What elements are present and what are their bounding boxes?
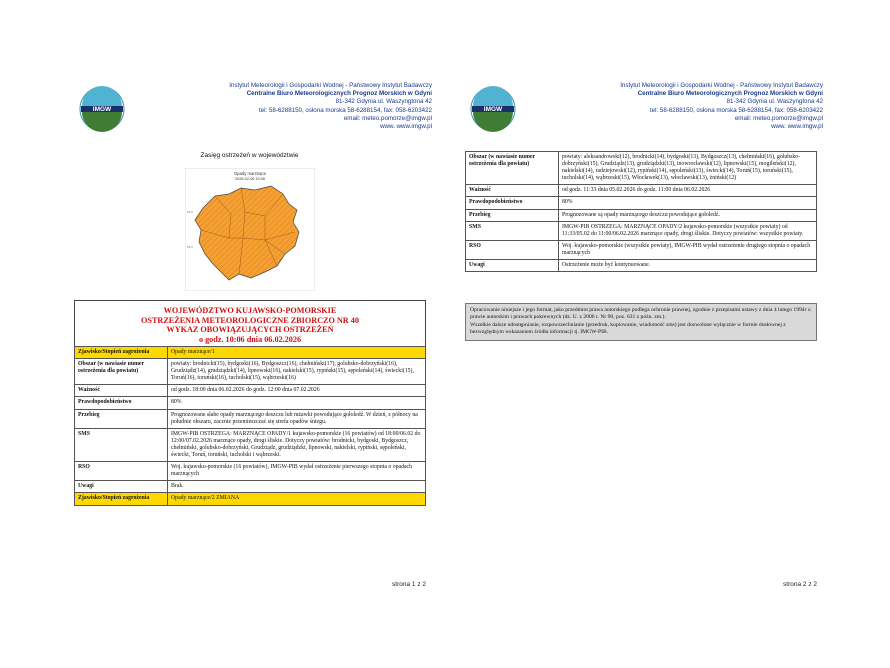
row-key: Uwagi <box>466 260 559 272</box>
banner-line3: WYKAZ OBOWIĄZUJĄCYCH OSTRZEŻEŃ <box>166 325 334 335</box>
row-key: Prawdopodobieństwo <box>75 397 168 409</box>
header-line3: 81-342 Gdynia ul. Waszyngtona 42 <box>335 98 432 106</box>
banner-line2: OSTRZEŻENIA METEOROLOGICZNE ZBIORCZO NR 40 <box>141 315 359 325</box>
row-value: Woj. kujawsko-pomorskie (16 powiatów), IMGW-PIB wydał ostrzeżenie pierwszego stopnia o opadach marznących <box>168 462 426 481</box>
table-row <box>75 462 426 481</box>
row-value: od godz. 11:33 dnia 05.02.2026 do godz. 11:00 dnia 06.02.2026 <box>559 185 817 197</box>
header-email[interactable]: email: meteo.pomorze@imgw.pl <box>343 114 432 122</box>
warning-table-page2 <box>465 151 817 272</box>
imgw-logo-icon <box>79 86 125 132</box>
banner-line4: o godz. 10:06 dnia 06.02.2026 <box>198 334 302 344</box>
table-row <box>75 397 426 409</box>
warnings-banner <box>74 300 426 346</box>
page-2 <box>448 48 833 608</box>
copyright-note <box>465 303 817 341</box>
imgw-logo-icon <box>470 86 516 132</box>
row-value: Ostrzeżenie może być kontynuowane. <box>559 260 817 272</box>
table-row <box>466 240 817 259</box>
row-value: Prognozowane słabe opady marznącego deszczu lub mżawki powodujące gołoledź. W dzień, z północy na południe obszaru, zacznie przemieszczać się strefa opadów śniegu. <box>168 409 426 428</box>
row-value: IMGW-PIB OSTRZEGA: MARZNĄCE OPADY/1 kujawsko-pomorskie (16 powiatów) od 18:00/06.02 do 12:00/07.02.2026 marznące opady, drogi śliskie. Dotyczy powiatów: brodnicki, bydgoski, Bydgoszcz, chełmiński, golubsko-dobrzyński, Grudziądz, grudziądzki, lipnowski, nakielski, rypiński, sępoleński, świecki, Toruń, toruński, tucholski i wąbrzeski. <box>168 428 426 461</box>
warning-map <box>185 168 315 291</box>
row-key: Zjawisko/Stopień zagrożenia <box>75 347 168 359</box>
table-row <box>75 428 426 461</box>
row-value: Opady marznące/1 <box>168 347 426 359</box>
row-value: 80% <box>168 397 426 409</box>
header-line4: tel: 58-6288150, osłona morska 58-6288154, fax: 058-6203422 <box>649 106 823 114</box>
row-value: Woj. kujawsko-pomorskie (wszystkie powiaty), IMGW-PIB wydał ostrzeżenie drugiego stopnia o opadach marznących <box>559 240 817 259</box>
page-1 <box>57 48 442 608</box>
banner-line1: WOJEWÓDZTWO KUJAWSKO-POMORSKIE <box>163 306 337 315</box>
logo-text: IMGW <box>92 106 112 113</box>
row-key: SMS <box>75 428 168 461</box>
header-line3: 81-342 Gdynia ul. Waszyngtona 42 <box>726 98 823 106</box>
header-line4: tel: 58-6288150, osłona morska 58-6288154, fax: 058-6203422 <box>258 106 432 114</box>
header-line2: Centralne Biuro Meteorologicznych Prognoz Morskich w Gdyni <box>246 90 432 98</box>
svg-text:53.6: 53.6 <box>187 210 193 214</box>
row-value: Opady marznące/2 ZMIANA <box>168 493 426 505</box>
institute-header <box>620 82 823 131</box>
page-number: strona 1 z 2 <box>392 581 426 588</box>
map-date: 2026-02-06 10:06 <box>235 177 265 181</box>
logo-text: IMGW <box>483 106 503 113</box>
header-website[interactable]: www. www.imgw.pl <box>771 123 823 131</box>
table-row <box>466 152 817 185</box>
svg-text:53.0: 53.0 <box>187 245 193 249</box>
row-value: Brak. <box>168 481 426 493</box>
row-value: powiaty: aleksandrowski(12), brodnicki(14), bydgoski(13), Bydgoszcz(13), chełmiński(16), golubsko-dobrzyński(15), Grudziądz(13), grudziądzki(13), inowrocławski(12), lipnowski(15), mogileński(12), nakielski(14), radziejowski(12), rypiński(14), sępoleński(13), świecki(14), Toruń(15), toruński(15), tucholski(14), wąbrzeski(15), Włocławek(13), włocławski(13), żniński(12) <box>559 152 817 185</box>
table-row <box>466 209 817 221</box>
row-key: Obszar (w nawiasie numer ostrzeżenia dla powiatu) <box>75 359 168 385</box>
map-title: Opady marznące <box>234 171 266 176</box>
row-value: od godz. 18:00 dnia 06.02.2026 do godz. 12:00 dnia 07.02.2026 <box>168 385 426 397</box>
table-row <box>75 359 426 385</box>
map-caption: Zasięg ostrzeżeń w województwie <box>200 152 299 159</box>
header-line2: Centralne Biuro Meteorologicznych Prognoz Morskich w Gdyni <box>637 90 823 98</box>
copyright-note-2: Wszelkie dalsze udostępnianie, rozpowszechnianie (przedruk, kopiowanie, wiadomość sms) jest dozwolone wyłącznie w formie dosłownej z bezwzględnym wskazaniem źródła informacji tj. IMGW-PIB. <box>470 322 786 335</box>
header-website[interactable]: www. www.imgw.pl <box>380 123 432 131</box>
copyright-note-1: Opracowanie niniejsze i jego format, jako przedmiot prawa autorskiego podlega ochronie prawnej, zgodnie z przepisami ustawy z dnia 4 lutego 1994r o prawie autorskim i prawach pokrewnych (dz. U. z 2006 r. Nr 90, poz. 631 z późn. zm.). <box>470 307 811 320</box>
header-line1: Instytut Meteorologii i Gospodarki Wodnej - Państwowy Instytut Badawczy <box>620 82 823 89</box>
row-key: Przebieg <box>466 209 559 221</box>
table-row <box>75 481 426 493</box>
institute-header <box>229 82 432 131</box>
header-line1: Instytut Meteorologii i Gospodarki Wodnej - Państwowy Instytut Badawczy <box>229 82 432 89</box>
table-row <box>466 185 817 197</box>
row-value: powiaty: brodnicki(15), bydgoski(16), Bydgoszcz(16), chełmiński(17), golubsko-dobrzyński(16), Grudziądz(14), grudziądzki(14), lipnowski(16), nakielski(15), rypiński(15), sępoleński(14), świecki(15), Toruń(16), toruński(16), tucholski(15), wąbrzeski(16) <box>168 359 426 385</box>
row-key: Zjawisko/Stopień zagrożenia <box>75 493 168 505</box>
table-row <box>75 347 426 359</box>
table-row <box>466 221 817 240</box>
row-key: Przebieg <box>75 409 168 428</box>
row-key: Prawdopodobieństwo <box>466 197 559 209</box>
row-key: Obszar (w nawiasie numer ostrzeżenia dla powiatu) <box>466 152 559 185</box>
table-row <box>75 385 426 397</box>
row-value: Prognozowane są opady marznącego deszczu powodujące gołoledź. <box>559 209 817 221</box>
table-row <box>466 197 817 209</box>
table-row <box>75 409 426 428</box>
row-key: Uwagi <box>75 481 168 493</box>
table-row <box>466 260 817 272</box>
row-key: RSO <box>466 240 559 259</box>
row-value: 80% <box>559 197 817 209</box>
row-key: SMS <box>466 221 559 240</box>
page-number: strona 2 z 2 <box>783 581 817 588</box>
row-value: IMGW-PIB OSTRZEGA: MARZNĄCE OPADY/2 kujawsko-pomorskie (wszystkie powiaty) od 11:33/05.02 do 11:00/06.02.2026 marznące opady, drogi śliskie. Dotyczy powiatów: wszystkie powiaty. <box>559 221 817 240</box>
warning-table-page1 <box>74 346 426 506</box>
table-row <box>75 493 426 505</box>
row-key: Ważność <box>75 385 168 397</box>
header-email[interactable]: email: meteo.pomorze@imgw.pl <box>734 114 823 122</box>
row-key: Ważność <box>466 185 559 197</box>
row-key: RSO <box>75 462 168 481</box>
